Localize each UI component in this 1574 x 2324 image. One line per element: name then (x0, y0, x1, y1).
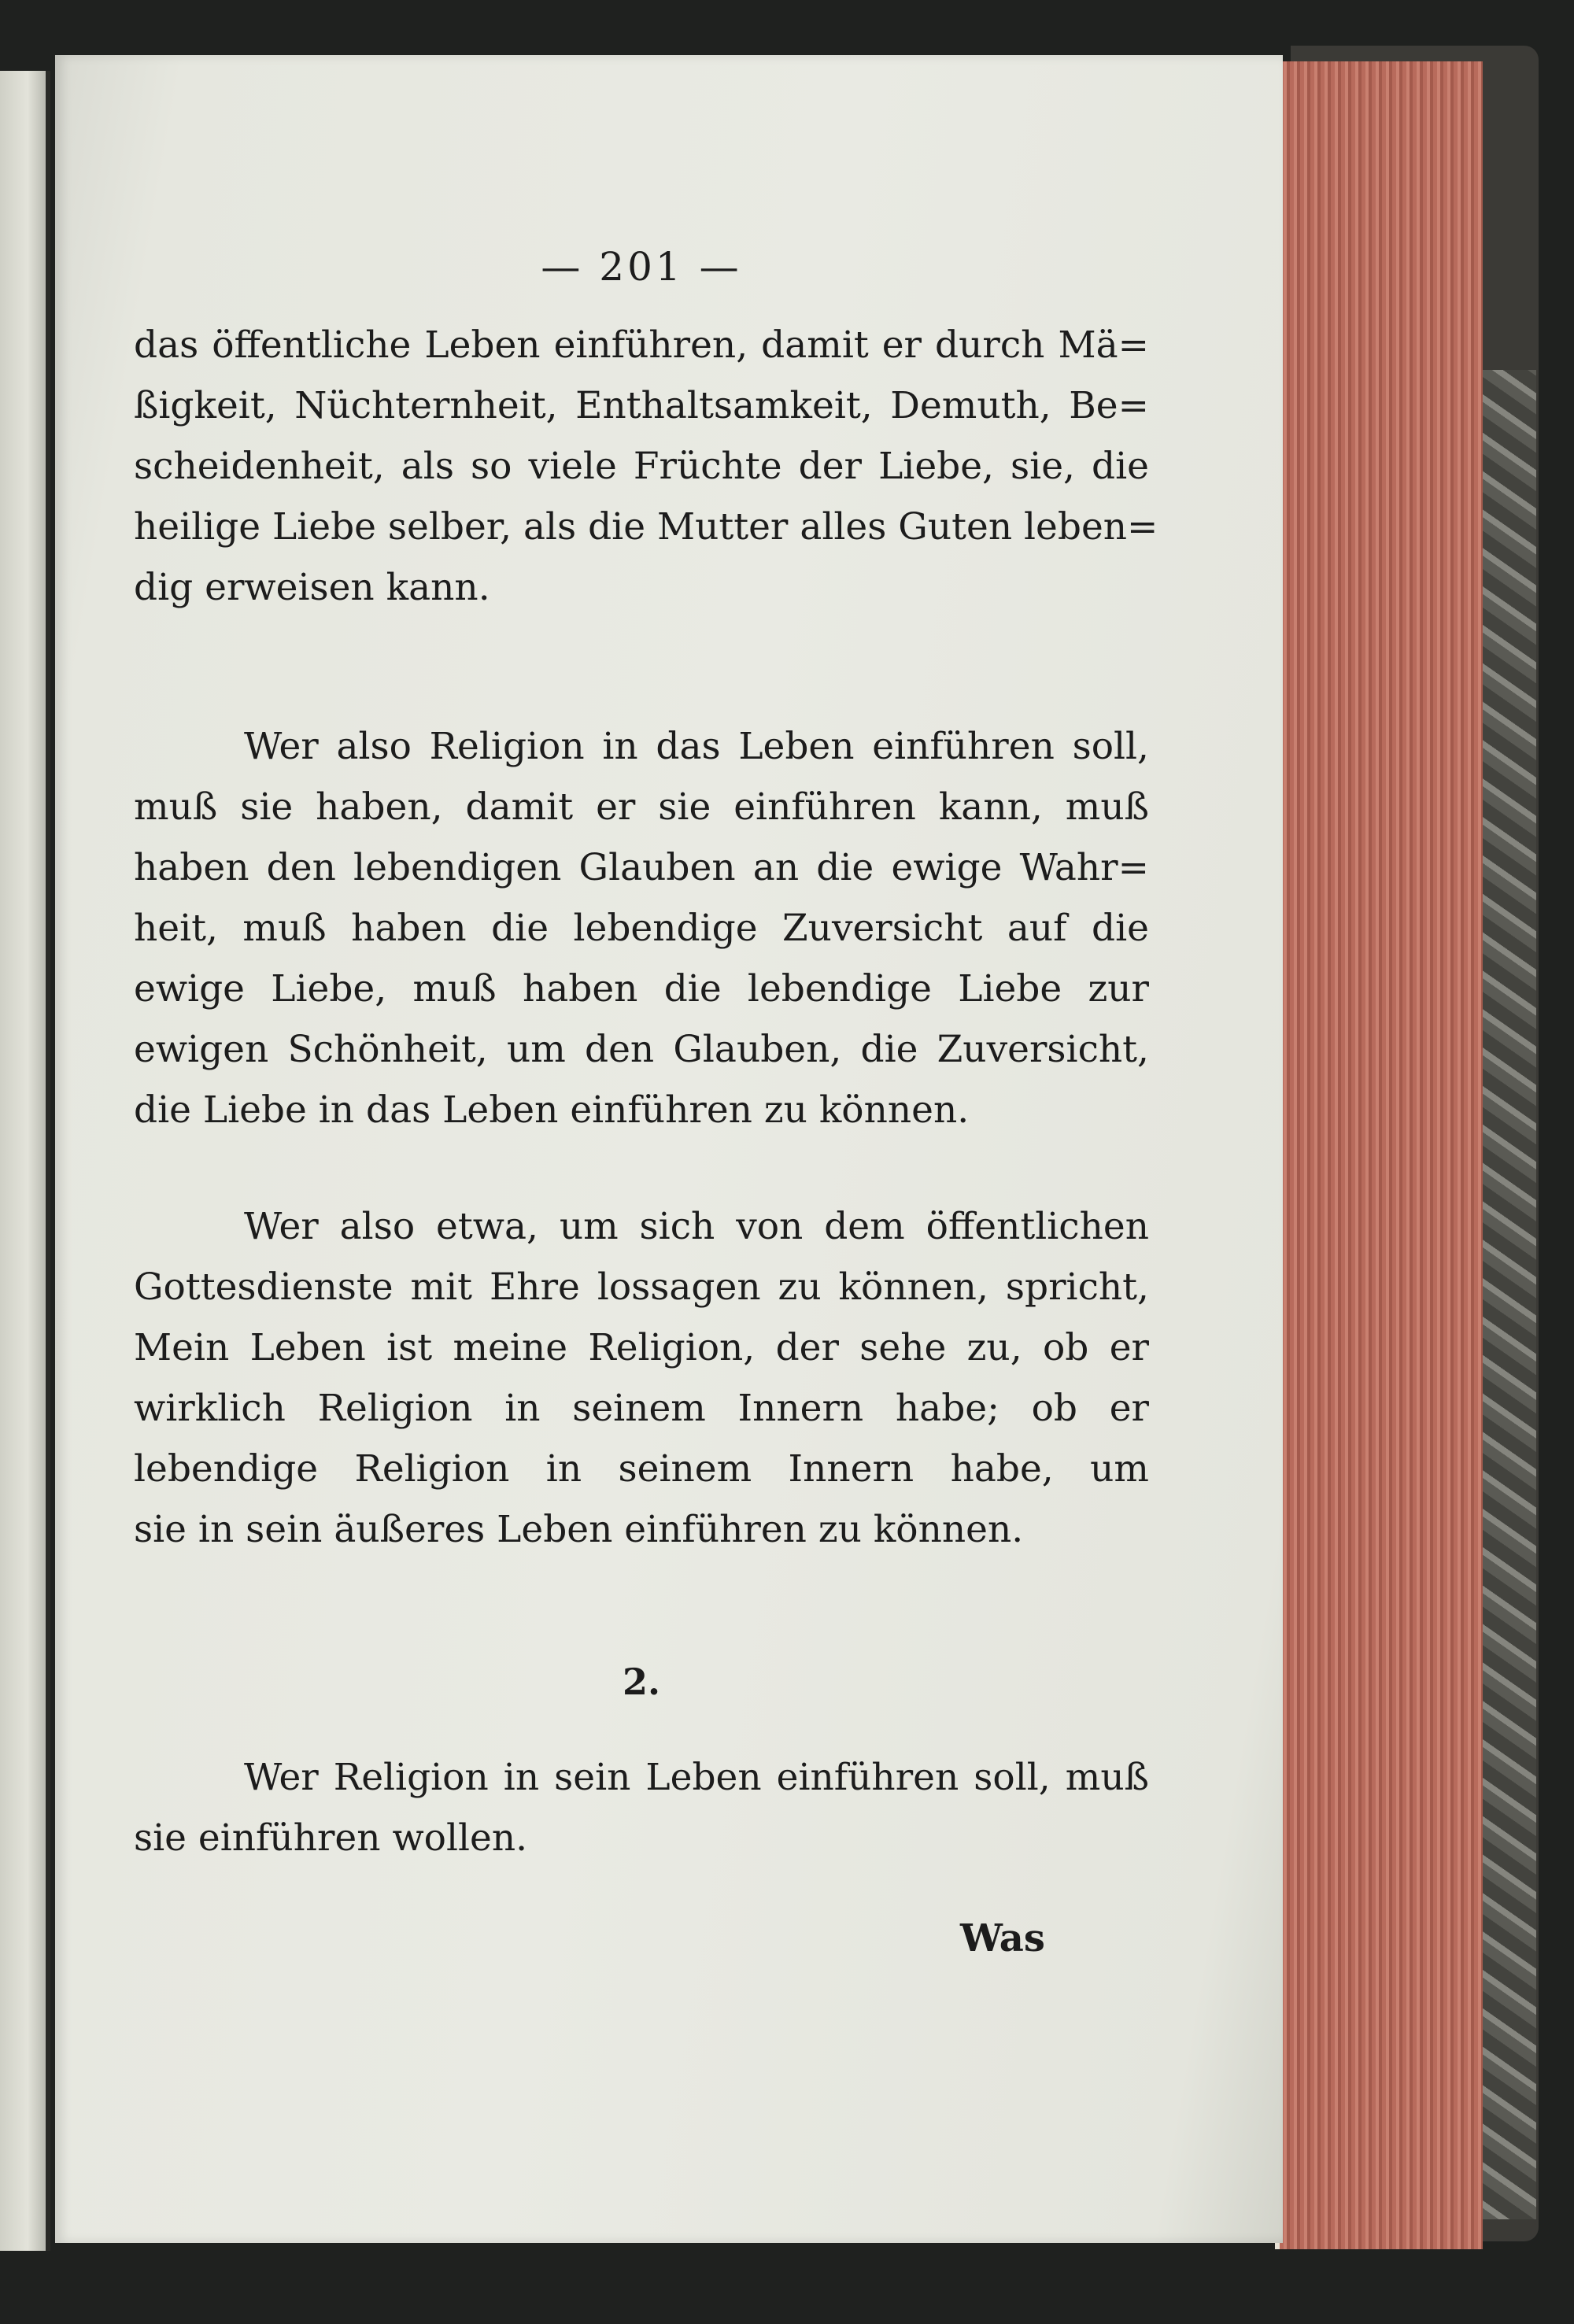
text-line: Wer Religion in sein Leben einführen soll, muß (244, 1756, 1149, 1799)
book-page (55, 55, 1283, 2243)
text-line: Gottesdienste mit Ehre lossagen zu können, spricht, (134, 1265, 1149, 1309)
paragraph-3 (134, 1196, 1149, 1560)
text-line: sie in sein äußeres Leben einführen zu können. (134, 1508, 1024, 1551)
facing-page-sliver (0, 71, 50, 2251)
page-number: 201 (599, 244, 684, 290)
text-line: haben den lebendigen Glauben an die ewige Wahr= (134, 846, 1149, 889)
section-number: 2. (622, 1661, 661, 1703)
text-line: das öffentliche Leben einführen, damit er durch Mä= (134, 323, 1149, 367)
text-line: ewige Liebe, muß haben die lebendige Liebe zur (134, 967, 1149, 1011)
page-header: — 201 — (541, 244, 742, 290)
text-line: die Liebe in das Leben einführen zu können. (134, 1088, 970, 1132)
page-block-edges (1275, 61, 1483, 2249)
text-line: Wer also Religion in das Leben einführen soll, (244, 725, 1149, 768)
catchword: Was (960, 1916, 1045, 1960)
text-line: dig erweisen kann. (134, 566, 490, 609)
marbled-cover-paper (1480, 370, 1536, 2219)
paragraph-1 (134, 315, 1158, 618)
text-line: scheidenheit, als so viele Früchte der Liebe, sie, die (134, 445, 1149, 488)
text-line: muß sie haben, damit er sie einführen kann, muß (134, 785, 1149, 829)
text-line: lebendige Religion in seinem Innern habe, um (134, 1447, 1149, 1491)
text-line: heilige Liebe selber, als die Mutter alles Guten leben= (134, 505, 1158, 549)
paragraph-2 (134, 716, 1149, 1140)
text-line: ewigen Schönheit, um den Glauben, die Zuversicht, (134, 1028, 1149, 1071)
text-line: wirklich Religion in seinem Innern habe; ob er (134, 1387, 1149, 1430)
paragraph-4 (134, 1747, 1149, 1868)
text-line: Wer also etwa, um sich von dem öffentlichen (244, 1205, 1149, 1248)
text-line: ßigkeit, Nüchternheit, Enthaltsamkeit, Demuth, Be= (134, 384, 1149, 427)
text-line: heit, muß haben die lebendige Zuversicht auf die (134, 907, 1149, 950)
text-line: sie einführen wollen. (134, 1816, 528, 1860)
text-line: Mein Leben ist meine Religion, der sehe zu, ob er (134, 1326, 1149, 1369)
